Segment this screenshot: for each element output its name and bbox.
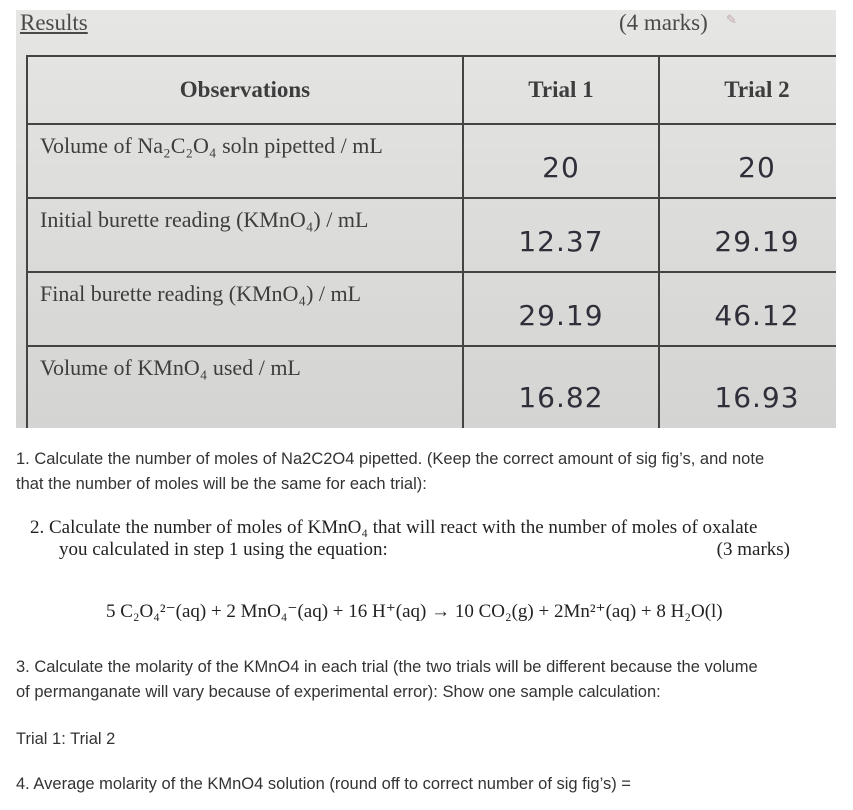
question-1-line-1: 1. Calculate the number of moles of Na2C2O4 pipetted. (Keep the correct amount of sig fig’s, and note — [16, 450, 765, 468]
trial-2-value: 29.19 — [714, 225, 800, 258]
observation-cell — [27, 346, 463, 428]
trial-2-cell — [659, 272, 836, 346]
header-trial-1: Trial 1 — [463, 56, 659, 124]
question-2-marks: (3 marks) — [716, 539, 790, 560]
reaction-equation: 5 C₂O₄²⁻(aq) + 2 MnO₄⁻(aq) + 16 H⁺(aq) → 10 CO₂(g) + 2Mn²⁺(aq) + 8 H₂O(l) — [106, 601, 723, 622]
question-2-line-2-row — [30, 539, 800, 561]
trial-2-value: 46.12 — [714, 299, 800, 332]
trial-1-value: 29.19 — [518, 299, 604, 332]
worksheet-photo — [16, 10, 836, 428]
question-3-line-2: of permanganate will vary because of experimental error): Show one sample calculation: — [16, 683, 661, 701]
table-header-row — [27, 56, 836, 124]
table-row — [27, 346, 836, 428]
observation-cell — [27, 198, 463, 272]
header-observations: Observations — [27, 56, 463, 124]
marks-label: (4 marks) — [619, 10, 708, 35]
question-2-line-1: 2. Calculate the number of moles of KMnO₄ that will react with the number of moles of oxalate — [30, 517, 758, 538]
trial-1-cell — [463, 124, 659, 198]
trial-1-value: 20 — [542, 151, 580, 184]
trial-1-value: 12.37 — [518, 225, 604, 258]
table-row — [27, 124, 836, 198]
trial-2-cell — [659, 124, 836, 198]
question-4: 4. Average molarity of the KMnO4 solution (round off to correct number of sig fig’s) = — [16, 775, 631, 793]
trial-2-value: 16.93 — [714, 381, 800, 414]
table-row — [27, 272, 836, 346]
question-3 — [16, 655, 758, 705]
question-3-line-1: 3. Calculate the molarity of the KMnO4 in each trial (the two trials will be different because the volume — [16, 658, 758, 676]
trials-line: Trial 1: Trial 2 — [16, 730, 116, 748]
table-row — [27, 198, 836, 272]
question-1-line-2: that the number of moles will be the same for each trial): — [16, 475, 427, 493]
trial-1-cell — [463, 346, 659, 428]
photo-header — [16, 10, 836, 46]
observation-label: Volume of KMnO₄ used / mL — [40, 355, 301, 380]
observation-label: Final burette reading (KMnO₄) / mL — [40, 281, 362, 306]
observations-table — [26, 55, 836, 428]
observation-cell — [27, 124, 463, 198]
question-2 — [30, 517, 800, 561]
trial-2-cell — [659, 346, 836, 428]
header-trial-2: Trial 2 — [659, 56, 836, 124]
observation-label: Initial burette reading (KMnO₄) / mL — [40, 207, 369, 232]
question-1 — [16, 447, 764, 497]
question-2-line-2: you calculated in step 1 using the equation: — [59, 539, 388, 560]
pen-scribble-icon: ✎ — [726, 12, 737, 27]
trial-1-cell — [463, 198, 659, 272]
observation-cell — [27, 272, 463, 346]
trial-2-value: 20 — [738, 151, 776, 184]
trial-1-value: 16.82 — [518, 381, 604, 414]
trial-1-cell — [463, 272, 659, 346]
results-label: Results — [20, 10, 88, 35]
observation-label: Volume of Na₂C₂O₄ soln pipetted / mL — [40, 133, 383, 158]
trial-2-cell — [659, 198, 836, 272]
